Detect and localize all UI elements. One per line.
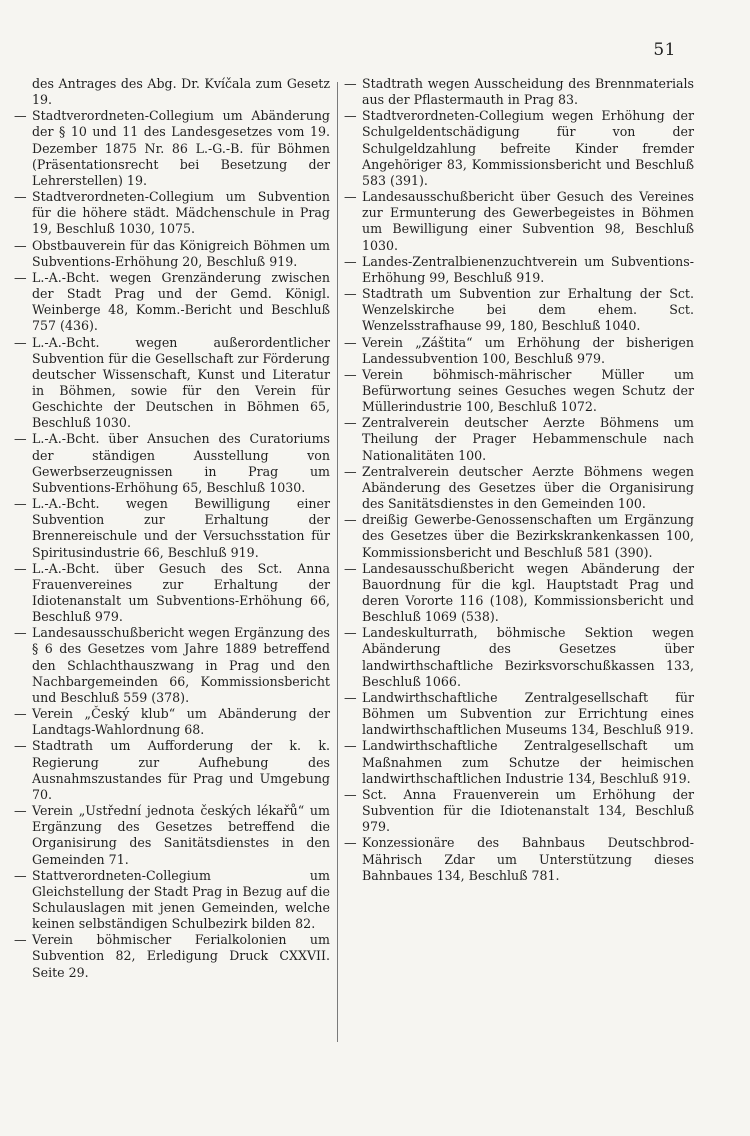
entry-text: L.-A.-Bcht. über Ansuchen des Curatoriums der ständigen Ausstellung von Gewerbserzeugnissen in Prag um Subventions-Erhöhung 65, Beschluß 1030. xyxy=(32,431,330,495)
entry-dash: — xyxy=(344,189,357,205)
index-entry xyxy=(14,625,330,706)
entry-text: des Antrages des Abg. Dr. Kvíčala zum Gesetz 19. xyxy=(32,76,330,108)
entry-text: L.-A.-Bcht. wegen Bewilligung einer Subvention zur Erhaltung der Brennereischule und der Versuchsstation für Spiritusindustrie 66, Beschluß 919. xyxy=(32,496,330,560)
index-entry xyxy=(14,76,330,108)
entry-text: Stadtrath wegen Ausscheidung des Brennmaterials aus der Pflastermauth in Prag 83. xyxy=(362,76,694,108)
entry-text: Obstbauverein für das Königreich Böhmen um Subventions-Erhöhung 20, Beschluß 919. xyxy=(32,237,330,269)
entry-dash: — xyxy=(344,560,357,576)
entry-dash: — xyxy=(344,76,357,91)
entry-dash: — xyxy=(344,286,357,302)
column-divider xyxy=(337,82,338,1042)
entry-dash: — xyxy=(14,867,27,883)
right-column xyxy=(344,76,694,884)
entry-dash: — xyxy=(14,738,27,754)
page-number: 51 xyxy=(653,40,676,60)
index-entry xyxy=(344,108,694,189)
entry-dash: — xyxy=(344,625,357,641)
entry-text: Stadtrath um Aufforderung der k. k. Regierung zur Aufhebung des Ausnahmszustandes für Prag und Umgebung 70. xyxy=(32,738,330,802)
index-entry xyxy=(344,286,694,334)
entry-dash: — xyxy=(344,415,357,431)
entry-text: Verein „Záštita“ um Erhöhung der bisherigen Landessubvention 100, Beschluß 979. xyxy=(362,334,694,366)
index-entry xyxy=(14,561,330,626)
entry-text: Konzessionäre des Bahnbaus Deutschbrod-Mährisch Zdar um Unterstützung dieses Bahnbaues 134, Beschluß 781. xyxy=(362,835,694,883)
entry-text: Zentralverein deutscher Aerzte Böhmens um Theilung der Prager Hebammenschule nach Nationalitäten 100. xyxy=(362,415,694,463)
entry-dash: — xyxy=(344,738,357,754)
left-column xyxy=(14,76,330,981)
index-entry xyxy=(14,868,330,933)
index-entry xyxy=(14,706,330,738)
entry-dash: — xyxy=(344,463,357,479)
entry-text: dreißig Gewerbe-Genossenschaften um Ergänzung des Gesetzes über die Bezirkskrankenkassen 100, Kommissionsbericht und Beschluß 581 (390). xyxy=(362,512,694,560)
index-entry xyxy=(344,366,694,415)
entry-text: Landesausschußbericht wegen Ergänzung des § 6 des Gesetzes vom Jahre 1889 betreffend den Schlachthauszwang in Prag und den Nachbargemeinden 66, Kommissionsbericht und Beschluß 559 (378). xyxy=(32,625,330,705)
index-entry xyxy=(344,786,694,835)
entry-dash: — xyxy=(344,512,357,528)
index-entry xyxy=(14,238,330,270)
index-entry xyxy=(344,189,694,254)
entry-text: Landesausschußbericht wegen Abänderung der Bauordnung für die kgl. Hauptstadt Prag und deren Vororte 116 (108), Kommissionsbericht und Beschluß 1069 (538). xyxy=(362,560,694,625)
index-entry xyxy=(14,803,330,868)
entry-text: Landes-Zentralbienenzuchtverein um Subventions-Erhöhung 99, Beschluß 919. xyxy=(362,253,694,285)
index-entry xyxy=(14,431,330,496)
entry-dash: — xyxy=(14,706,27,722)
index-entry xyxy=(14,932,330,980)
index-entry xyxy=(14,738,330,803)
index-entry xyxy=(344,835,694,883)
entry-text: Verein „Český klub“ um Abänderung der Landtags-Wahlordnung 68. xyxy=(32,706,330,738)
index-entry xyxy=(344,689,694,738)
entry-dash: — xyxy=(344,253,357,269)
entry-text: Landwirthschaftliche Zentralgesellschaft für Böhmen um Subvention zur Errichtung eines landwirthschaftlichen Museums 134, Beschluß 919. xyxy=(362,689,694,738)
entry-text: Stadtverordneten-Collegium um Subvention für die höhere städt. Mädchenschule in Prag 19, Beschluß 1030, 1075. xyxy=(32,189,330,237)
entry-dash: — xyxy=(14,932,27,948)
entry-dash: — xyxy=(344,334,357,350)
index-entry xyxy=(14,496,330,561)
index-entry xyxy=(344,415,694,463)
entry-dash: — xyxy=(14,269,27,285)
entry-text: L.-A.-Bcht. über Gesuch des Sct. Anna Frauenvereines zur Erhaltung der Idiotenanstalt um Subventions-Erhöhung 66, Beschluß 979. xyxy=(32,560,330,625)
entry-text: Stadtverordneten-Collegium um Abänderung der § 10 und 11 des Landesgesetzes vom 19. Dezember 1875 Nr. 86 L.-G.-B. für Böhmen (Präsentationsrecht bei Besetzung der Lehrerstellen) 19. xyxy=(32,108,330,188)
entry-text: Verein „Ustřední jednota českých lékařů“ um Ergänzung des Gesetzes betreffend die Organisirung des Sanitätsdienstes in den Gemeinden 71. xyxy=(32,803,330,867)
entry-dash: — xyxy=(14,108,27,124)
index-entry xyxy=(14,108,330,189)
index-entry xyxy=(14,335,330,432)
entry-text: Verein böhmisch-mährischer Müller um Befürwortung seines Gesuches wegen Schutz der Müllerindustrie 100, Beschluß 1072. xyxy=(362,366,694,415)
entry-dash: — xyxy=(14,560,27,576)
entry-dash: — xyxy=(344,835,357,851)
index-entry xyxy=(344,253,694,286)
entry-text: L.-A.-Bcht. wegen Grenzänderung zwischen der Stadt Prag und der Gemd. Königl. Weinberge 48, Komm.-Bericht und Beschluß 757 (436). xyxy=(32,269,330,334)
entry-dash: — xyxy=(14,803,27,819)
index-entry xyxy=(344,334,694,367)
entry-text: Landwirthschaftliche Zentralgesellschaft um Maßnahmen zum Schutze der heimischen landwirthschaftlichen Industrie 134, Beschluß 919. xyxy=(362,738,694,786)
entry-dash: — xyxy=(14,189,27,205)
entry-dash: — xyxy=(344,108,357,124)
entry-text: Landesausschußbericht über Gesuch des Vereines zur Ermunterung des Gewerbegeistes in Böhmen um Bewilligung einer Subvention 98, Beschluß 1030. xyxy=(362,189,694,253)
index-entry xyxy=(344,560,694,626)
entry-text: L.-A.-Bcht. wegen außerordentlicher Subvention für die Gesellschaft zur Förderung deutscher Wissenschaft, Kunst und Literatur in Böhmen, sowie für den Verein für Geschichte der Deutschen in Böhmen 65, Beschluß 1030. xyxy=(32,334,330,431)
entry-dash: — xyxy=(344,689,357,705)
entry-text: Stadtverordneten-Collegium wegen Erhöhung der Schulgeldentschädigung für von der Schulgeldzahlung befreite Kinder fremder Angehöriger 83, Kommissionsbericht und Beschluß 583 (391). xyxy=(362,108,694,188)
entry-text: Verein böhmischer Ferialkolonien um Subvention 82, Erledigung Druck CXXVII. Seite 29. xyxy=(32,932,330,980)
entry-text: Landeskulturrath, böhmische Sektion wegen Abänderung des Gesetzes über landwirthschaftliche Bezirksvorschußkassen 133, Beschluß 1066. xyxy=(362,625,694,689)
index-entry xyxy=(344,512,694,560)
entry-dash: — xyxy=(14,237,27,253)
entry-dash: — xyxy=(14,431,27,447)
index-entry xyxy=(344,625,694,690)
index-entry xyxy=(344,738,694,786)
entry-dash: — xyxy=(344,366,357,382)
entry-text: Zentralverein deutscher Aerzte Böhmens wegen Abänderung des Gesetzes über die Organisirung des Sanitätsdienstes in den Gemeinden 100. xyxy=(362,463,694,512)
entry-dash: — xyxy=(14,625,27,641)
index-entry xyxy=(14,270,330,335)
entry-dash: — xyxy=(344,786,357,802)
index-entry xyxy=(344,76,694,108)
index-entry xyxy=(344,463,694,512)
entry-dash: — xyxy=(14,496,27,512)
entry-text: Stadtrath um Subvention zur Erhaltung der Sct. Wenzelskirche bei dem ehem. Sct. Wenzelsstrafhause 99, 180, Beschluß 1040. xyxy=(362,286,694,334)
entry-text: Stattverordneten-Collegium um Gleichstellung der Stadt Prag in Bezug auf die Schulauslagen mit jenen Gemeinden, welche keinen selbständigen Schulbezirk bilden 82. xyxy=(32,867,330,932)
entry-text: Sct. Anna Frauenverein um Erhöhung der Subvention für die Idiotenanstalt 134, Beschluß 979. xyxy=(362,786,694,835)
index-entry xyxy=(14,189,330,237)
entry-dash: — xyxy=(14,334,27,350)
